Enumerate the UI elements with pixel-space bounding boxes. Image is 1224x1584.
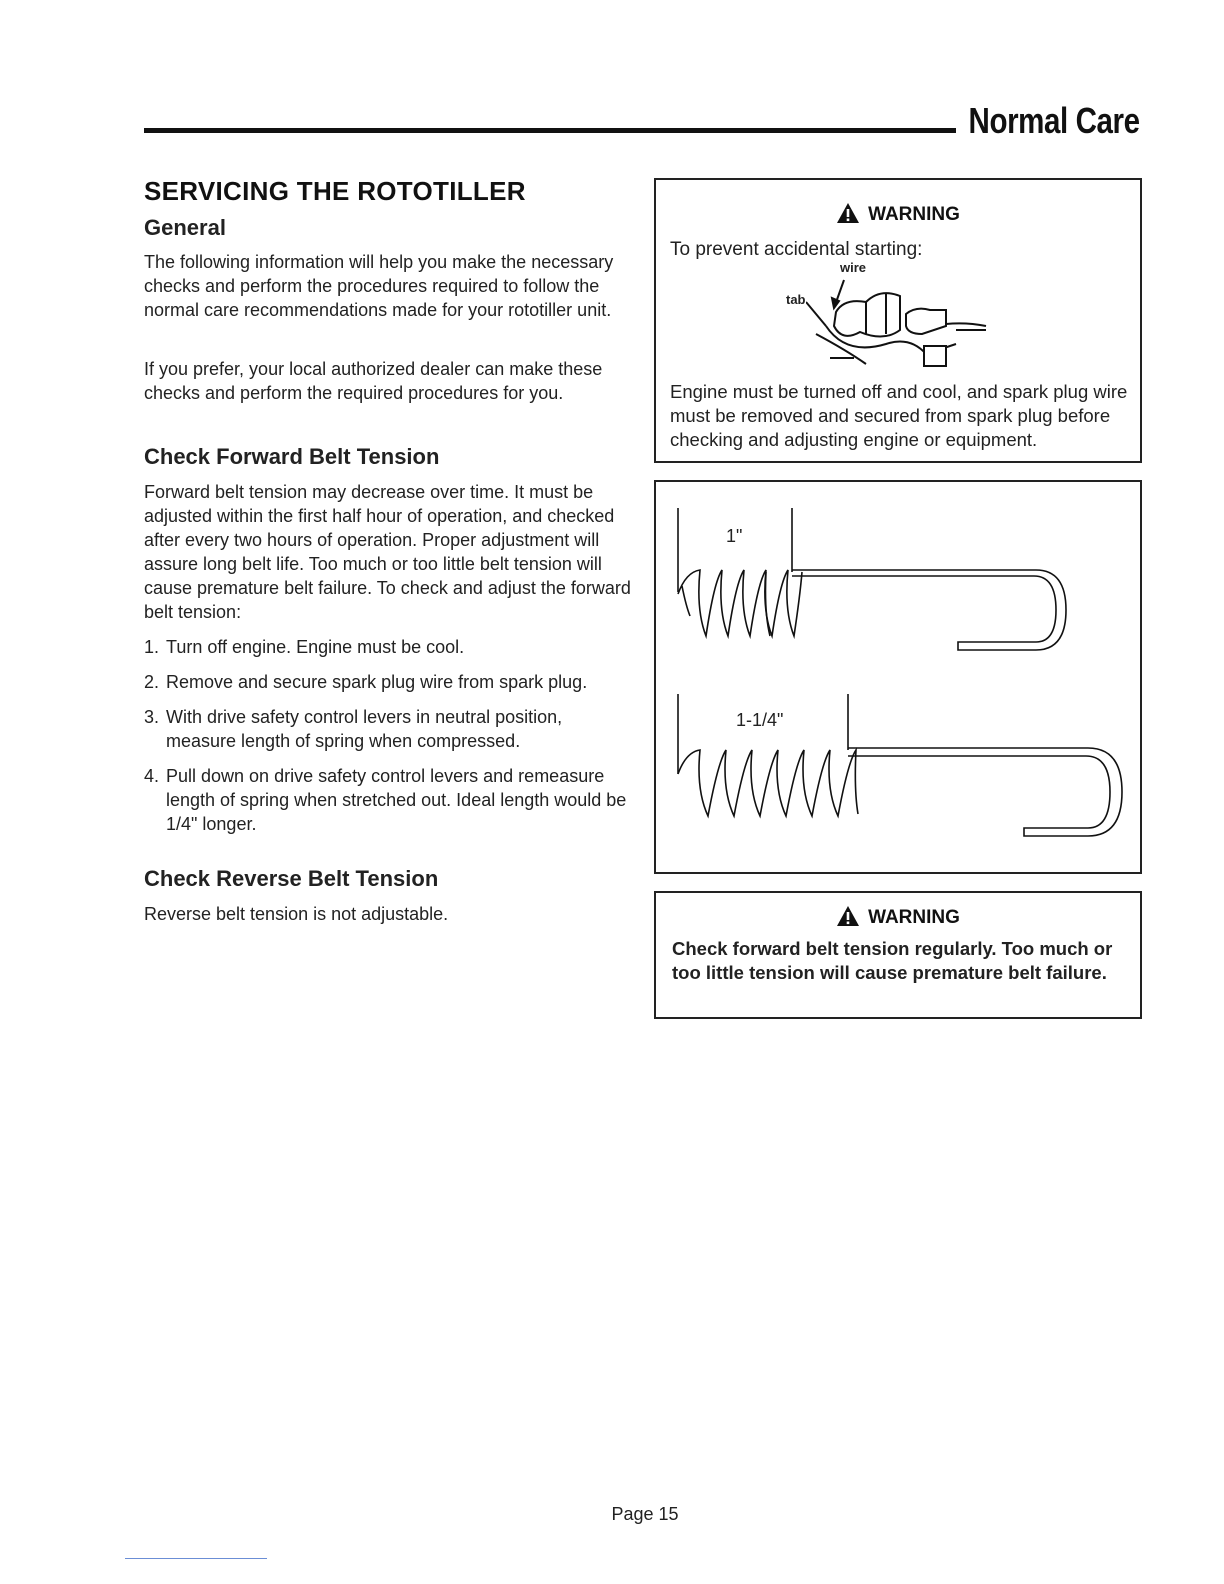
warning-heading — [656, 905, 1140, 933]
step-number: 4. — [144, 766, 160, 786]
stretched-spring-coils — [678, 750, 858, 816]
warning-triangle-icon — [836, 905, 860, 933]
step-text: Remove and secure spark plug wire from spark plug. — [166, 672, 588, 692]
warning-intro: To prevent accidental starting: — [670, 239, 923, 260]
general-paragraph-2: If you prefer, your local authorized dealer can make these checks and perform the required procedures for you. — [144, 359, 603, 403]
list-item — [144, 635, 634, 659]
list-item — [144, 705, 634, 753]
step-text: Pull down on drive safety control levers and remeasure length of spring when stretched out. Ideal length would be 1/4" longer. — [166, 766, 627, 834]
general-heading: General — [144, 215, 226, 240]
spark-plug-illustration — [806, 276, 996, 376]
wire-label: wire — [840, 260, 867, 275]
forward-heading: Check Forward Belt Tension — [144, 444, 440, 469]
page-title: SERVICING THE ROTOTILLER — [144, 176, 526, 206]
stretched-length-label: 1-1/4" — [736, 710, 784, 730]
step-number: 1. — [144, 637, 160, 657]
step-number: 2. — [144, 672, 160, 692]
forward-steps-list — [144, 635, 634, 836]
warning-label: WARNING — [868, 907, 960, 928]
spring-diagram-box — [654, 480, 1142, 874]
warning-triangle-icon — [836, 202, 860, 230]
list-item — [144, 764, 634, 836]
forward-paragraph: Forward belt tension may decrease over time. It must be adjusted within the first half hour of operation, and checked after every two hours of operation. Proper adjustment will assure long belt life. Too much or too little belt tension will cause premature belt failure. To check and adjust the forward belt tension: — [144, 482, 631, 622]
stretched-spring-hook — [848, 748, 1122, 836]
step-number: 3. — [144, 707, 160, 727]
section-title: Normal Care — [968, 100, 1140, 141]
reverse-paragraph: Reverse belt tension is not adjustable. — [144, 904, 449, 924]
compressed-spring-hook — [792, 570, 1066, 650]
header-rule — [144, 128, 956, 133]
general-paragraph-1: The following information will help you make the necessary checks and perform the procedures required to follow the normal care recommendations made for your rototiller unit. — [144, 252, 614, 320]
compressed-spring-coils — [678, 570, 802, 636]
step-text: With drive safety control levers in neutral position, measure length of spring when compressed. — [166, 707, 563, 751]
compressed-length-label: 1" — [726, 526, 743, 546]
warning-heading — [656, 202, 1140, 230]
warning-label: WARNING — [868, 204, 960, 225]
reverse-heading: Check Reverse Belt Tension — [144, 866, 439, 891]
warning-body: Engine must be turned off and cool, and spark plug wire must be removed and secured from spark plug before checking and adjusting engine or equipment. — [670, 381, 1128, 450]
warning-box-belt — [654, 891, 1142, 1019]
step-text: Turn off engine. Engine must be cool. — [166, 637, 465, 657]
warning-box-starting — [654, 178, 1142, 463]
bottom-divider — [125, 1558, 267, 1559]
warning-body: Check forward belt tension regularly. Too much or too little tension will cause premature belt failure. — [672, 938, 1113, 983]
page-number: Page 15 — [611, 1504, 679, 1524]
tab-label: tab — [786, 292, 806, 307]
list-item — [144, 670, 634, 694]
